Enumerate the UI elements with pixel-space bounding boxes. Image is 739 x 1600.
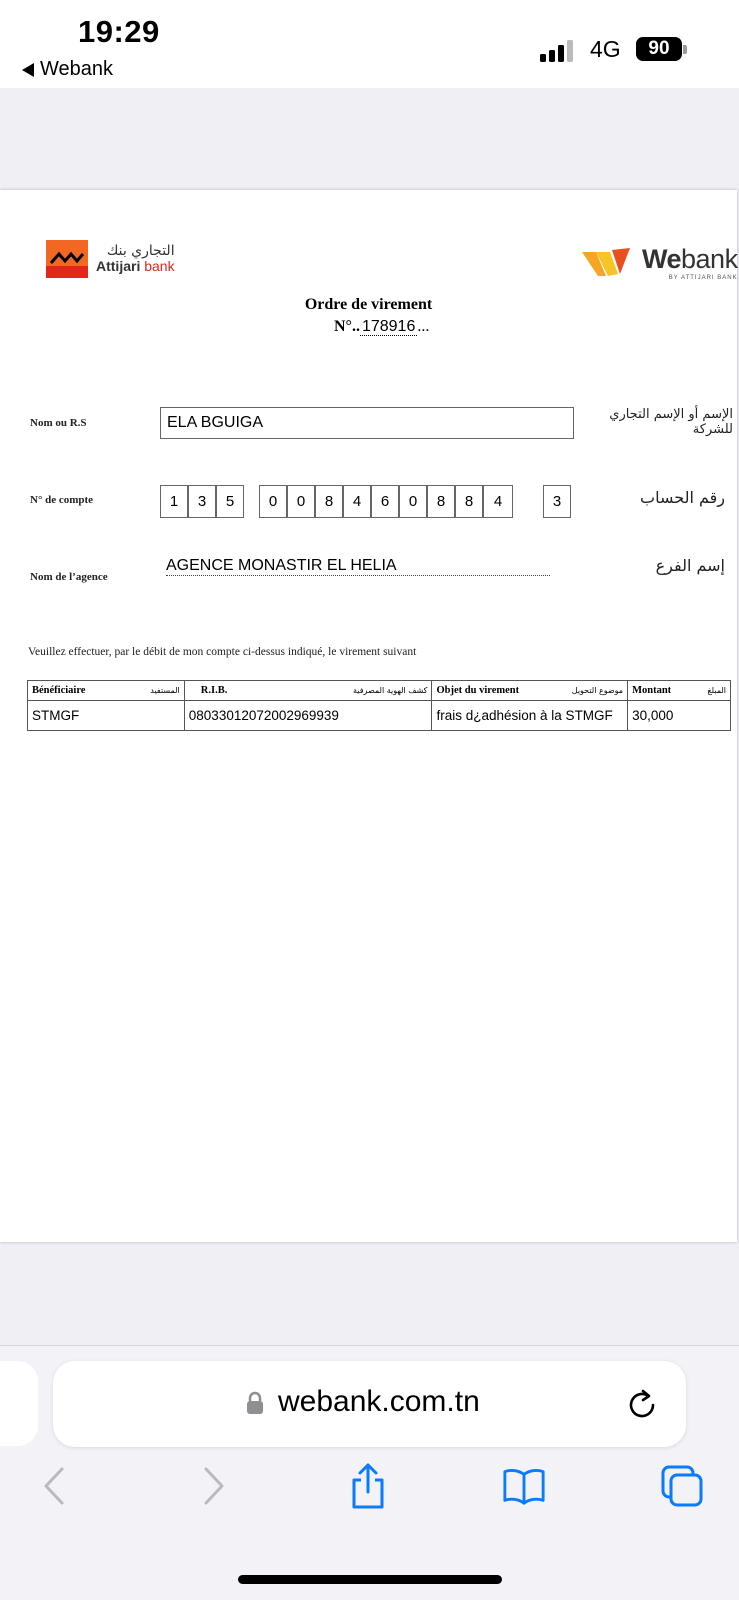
account-digit: 0 <box>259 485 287 518</box>
share-icon <box>348 1462 388 1510</box>
order-number: N°.. 178916 ... <box>334 318 430 335</box>
header-beneficiary: Bénéficiaire المستفيد <box>28 681 185 701</box>
browser-toolbar <box>0 1345 739 1600</box>
reload-icon[interactable] <box>627 1387 659 1421</box>
account-label-fr: N° de compte <box>30 494 94 506</box>
name-label-fr: Nom ou R.S <box>30 417 87 429</box>
account-digit: 3 <box>188 485 216 518</box>
agency-label-fr: Nom de l’agence <box>30 571 108 583</box>
forward-button[interactable] <box>192 1464 236 1508</box>
attijari-logo-icon <box>46 240 88 278</box>
table-header-row <box>28 681 731 701</box>
transfer-table <box>27 680 731 731</box>
webank-logo-icon <box>582 246 634 278</box>
webank-subtitle: BY ATTIJARI BANK <box>668 275 738 281</box>
header-rib: R.I.B. كشف الهوية المصرفية <box>184 681 432 701</box>
bookmarks-button[interactable] <box>502 1464 546 1508</box>
order-number-value: 178916 <box>361 318 416 335</box>
tabs-icon <box>660 1464 704 1508</box>
account-digit: 1 <box>160 485 188 518</box>
back-button[interactable] <box>32 1464 76 1508</box>
attijari-logo <box>46 240 175 278</box>
address-bar[interactable] <box>53 1361 686 1447</box>
battery-level: 90 <box>648 38 670 59</box>
agency-label-ar: إسم الفرع <box>655 556 725 575</box>
previous-tab-preview[interactable] <box>0 1361 38 1446</box>
chevron-right-icon <box>202 1467 226 1505</box>
document-title: Ordre de virement <box>304 296 433 313</box>
attijari-arabic-name: التجاري بنك <box>106 242 175 259</box>
chevron-left-icon <box>42 1467 66 1505</box>
name-field: ELA BGUIGA <box>160 407 574 439</box>
home-indicator[interactable] <box>238 1575 502 1584</box>
cell-rib: 08033012072002969939 <box>184 701 432 731</box>
account-digit: 8 <box>427 485 455 518</box>
account-label-ar: رقم الحساب <box>640 488 725 507</box>
tabs-button[interactable] <box>660 1464 704 1508</box>
header-object: Objet du virement موضوع التحويل <box>432 681 628 701</box>
account-digit: 8 <box>455 485 483 518</box>
account-digit: 0 <box>287 485 315 518</box>
document-page <box>0 190 737 1242</box>
back-triangle-icon <box>22 63 34 77</box>
account-digit: 6 <box>371 485 399 518</box>
account-digit: 5 <box>216 485 244 518</box>
network-type: 4G <box>590 36 621 62</box>
signal-strength-icon <box>540 38 576 62</box>
share-button[interactable] <box>346 1464 390 1508</box>
webank-logo <box>582 246 738 281</box>
book-icon <box>502 1466 546 1506</box>
account-digit: 8 <box>315 485 343 518</box>
webank-wordmark: Webank <box>642 244 738 274</box>
status-bar <box>0 0 739 88</box>
back-app-label: Webank <box>40 58 114 80</box>
agency-field: AGENCE MONASTIR EL HELIA <box>166 557 550 576</box>
table-row <box>28 701 731 731</box>
account-digit: 4 <box>483 485 513 518</box>
account-key-digit: 3 <box>543 485 571 518</box>
header-amount: Montant المبلغ <box>628 681 731 701</box>
battery-tip <box>683 45 687 54</box>
account-digit: 4 <box>343 485 371 518</box>
status-time: 19:29 <box>78 14 160 49</box>
name-label-ar: الإسم أو الإسم التجاري للشركة <box>609 407 733 437</box>
cell-beneficiary: STMGF <box>28 701 185 731</box>
attijari-latin-name: Attijari bank <box>96 258 175 274</box>
battery-icon <box>636 37 682 61</box>
lock-icon <box>246 1391 264 1415</box>
cell-object: frais d¿adhésion à la STMGF <box>432 701 628 731</box>
url-text: webank.com.tn <box>278 1385 480 1418</box>
cell-amount: 30,000 <box>628 701 731 731</box>
account-digit: 0 <box>399 485 427 518</box>
instruction-text: Veuillez effectuer, par le débit de mon compte ci-dessus indiqué, le virement suivant <box>28 646 417 658</box>
back-to-app-link[interactable] <box>22 58 113 81</box>
